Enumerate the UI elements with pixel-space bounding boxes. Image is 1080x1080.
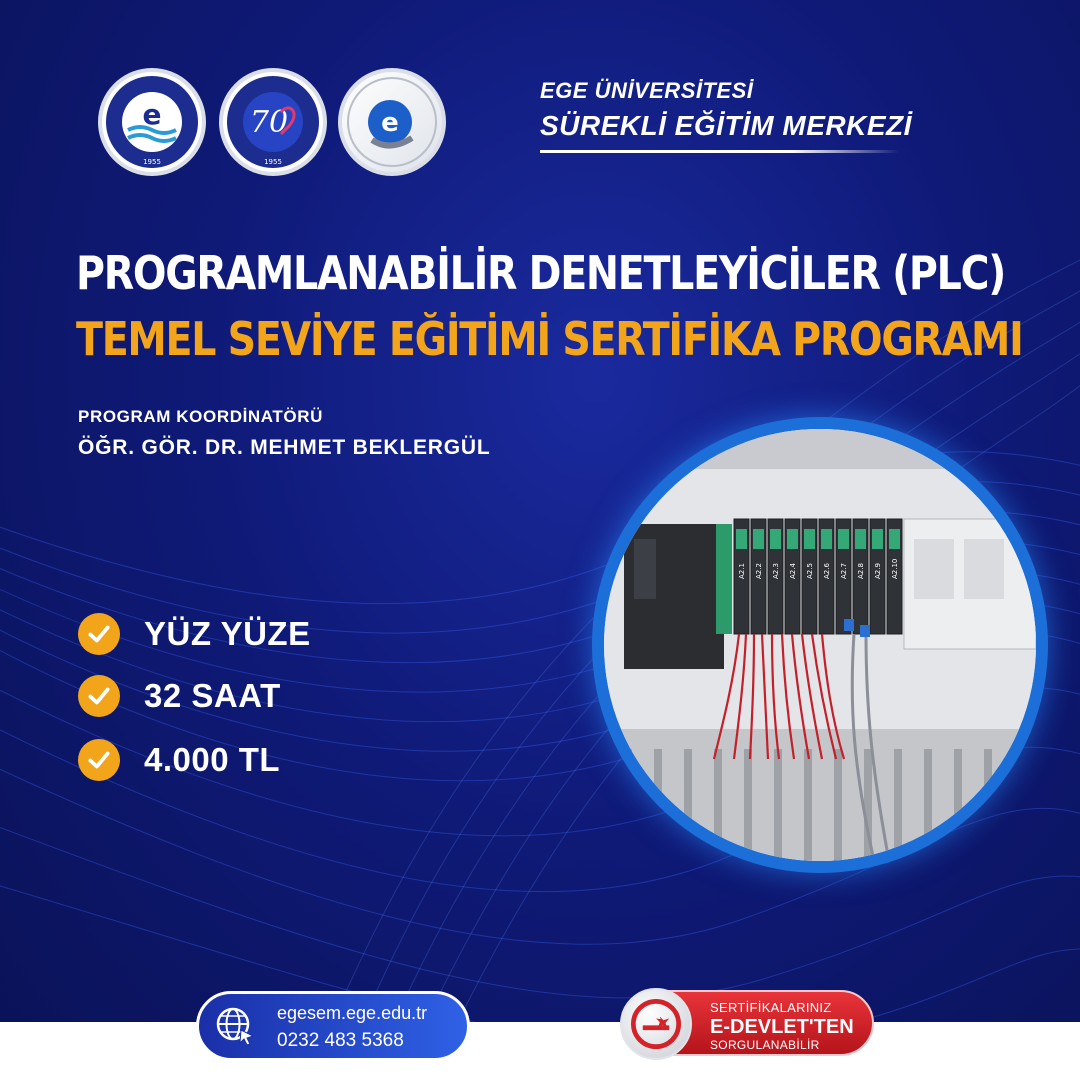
feature-text: 4.000 TL [144, 741, 281, 778]
ege-university-70th-anniversary-seal [219, 68, 327, 176]
plc-module-indicator [787, 529, 798, 549]
e-devlet-logo [620, 988, 692, 1060]
check-icon [78, 613, 120, 655]
plc-module-indicator [736, 529, 747, 549]
ege-university-seal [98, 68, 206, 176]
plc-module-label: A2.5 [806, 563, 814, 579]
svg-text:1955: 1955 [264, 158, 282, 166]
check-icon [78, 739, 120, 781]
contact-pill[interactable] [196, 991, 470, 1061]
edevlet-badge[interactable] [622, 990, 874, 1056]
plc-module-label: A2.10 [891, 558, 899, 579]
plc-module-indicator [753, 529, 764, 549]
phone-number[interactable]: 0232 483 5368 [277, 1030, 404, 1051]
org-line-1: EGE ÜNİVERSİTESİ [540, 78, 754, 103]
feature-item [78, 738, 280, 782]
plc-module-label: A2.3 [772, 563, 780, 579]
plc-module-indicator [770, 529, 781, 549]
plc-module-indicator [889, 529, 900, 549]
feature-text: YÜZ YÜZE [144, 615, 311, 652]
plc-module-label: A2.9 [874, 563, 882, 579]
globe-cursor-icon [213, 1004, 257, 1048]
plc-module-indicator [804, 529, 815, 549]
feature-item [78, 612, 311, 656]
org-line-2: SÜREKLİ EĞİTİM MERKEZİ [540, 110, 912, 141]
organization-name [540, 78, 912, 142]
plc-module-label: A2.4 [789, 563, 797, 579]
plc-module-label: A2.1 [738, 563, 746, 579]
edevlet-line-3: SORGULANABİLİR [710, 1038, 820, 1052]
plc-module-indicator [872, 529, 883, 549]
check-icon [78, 675, 120, 717]
svg-text:1955: 1955 [143, 158, 161, 166]
plc-module-indicator [855, 529, 866, 549]
feature-item [78, 674, 281, 718]
plc-module-label: A2.6 [823, 563, 831, 579]
edevlet-line-1: SERTİFİKALARINIZ [710, 1000, 832, 1015]
plc-module-indicator [821, 529, 832, 549]
ege-sem-seal [338, 68, 446, 176]
plc-module-label: A2.7 [840, 563, 848, 579]
website-link[interactable]: egesem.ege.edu.tr [277, 1003, 428, 1023]
program-title-line-2: TEMEL SEVİYE EĞİTİMİ SERTİFİKA PROGRAMI [76, 312, 1023, 366]
plc-module-label: A2.2 [755, 563, 763, 579]
svg-text:e: e [142, 98, 162, 131]
feature-text: 32 SAAT [144, 677, 281, 714]
edevlet-line-2: E-DEVLET'TEN [710, 1016, 854, 1038]
org-underline [540, 150, 900, 153]
plc-panel-photo [604, 429, 1036, 861]
coordinator-label: PROGRAM KOORDİNATÖRÜ [78, 407, 323, 426]
plc-module-indicator [838, 529, 849, 549]
program-title-line-1: PROGRAMLANABİLİR DENETLEYİCİLER (PLC) [76, 246, 1006, 300]
plc-module-label: A2.8 [857, 563, 865, 579]
svg-text:e: e [381, 108, 399, 138]
svg-text:70: 70 [249, 105, 289, 140]
coordinator-name: ÖĞR. GÖR. DR. MEHMET BEKLERGÜL [78, 436, 491, 459]
